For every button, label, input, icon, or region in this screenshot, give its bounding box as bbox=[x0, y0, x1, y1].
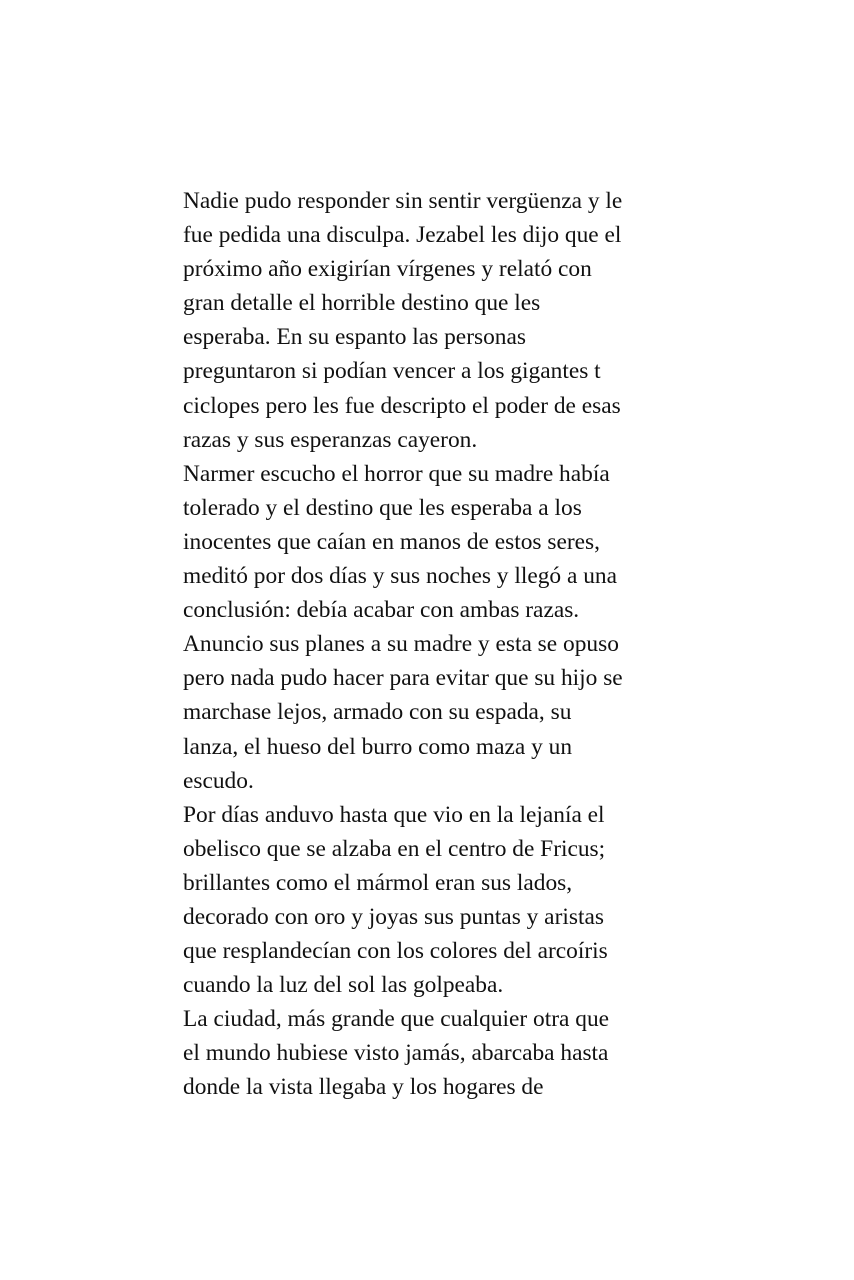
text-line: que resplandecían con los colores del arcoíris bbox=[183, 938, 608, 965]
text-line: brillantes como el mármol eran sus lados, bbox=[183, 869, 573, 896]
text-line: el mundo hubiese visto jamás, abarcaba hasta bbox=[183, 1040, 609, 1067]
text-line: esperaba. En su espanto las personas bbox=[183, 324, 526, 351]
text-line: Por días anduvo hasta que vio en la lejanía el bbox=[183, 801, 605, 828]
text-line: conclusión: debía acabar con ambas razas. bbox=[183, 597, 580, 624]
text-line: meditó por dos días y sus noches y llegó a una bbox=[183, 563, 617, 590]
text-line: escudo. bbox=[183, 767, 254, 794]
text-line: Narmer escucho el horror que su madre había bbox=[183, 460, 610, 487]
text-line: razas y sus esperanzas cayeron. bbox=[183, 426, 478, 453]
text-line: donde la vista llegaba y los hogares de bbox=[183, 1074, 544, 1101]
text-line: decorado con oro y joyas sus puntas y aristas bbox=[183, 903, 604, 930]
text-line: Nadie pudo responder sin sentir vergüenza y le bbox=[183, 188, 623, 214]
text-line: cuando la luz del sol las golpeaba. bbox=[183, 972, 504, 999]
text-line: La ciudad, más grande que cualquier otra que bbox=[183, 1006, 610, 1033]
text-line: inocentes que caían en manos de estos seres, bbox=[183, 528, 600, 555]
text-line: obelisco que se alzaba en el centro de Fricus; bbox=[183, 835, 606, 862]
body-text bbox=[183, 184, 683, 1105]
text-line: gran detalle el horrible destino que les bbox=[183, 290, 541, 317]
text-line: marchase lejos, armado con su espada, su bbox=[183, 699, 572, 726]
text-line: ciclopes pero les fue descripto el poder de esas bbox=[183, 392, 621, 419]
text-line: tolerado y el destino que les esperaba a los bbox=[183, 494, 582, 521]
text-line: pero nada pudo hacer para evitar que su hijo se bbox=[183, 665, 623, 692]
text-line: lanza, el hueso del burro como maza y un bbox=[183, 733, 573, 760]
text-line: fue pedida una disculpa. Jezabel les dijo que el bbox=[183, 222, 622, 249]
text-line: preguntaron si podían vencer a los gigantes t bbox=[183, 358, 601, 385]
text-line: próximo año exigirían vírgenes y relató con bbox=[183, 256, 592, 283]
text-line: Anuncio sus planes a su madre y esta se opuso bbox=[183, 631, 619, 658]
